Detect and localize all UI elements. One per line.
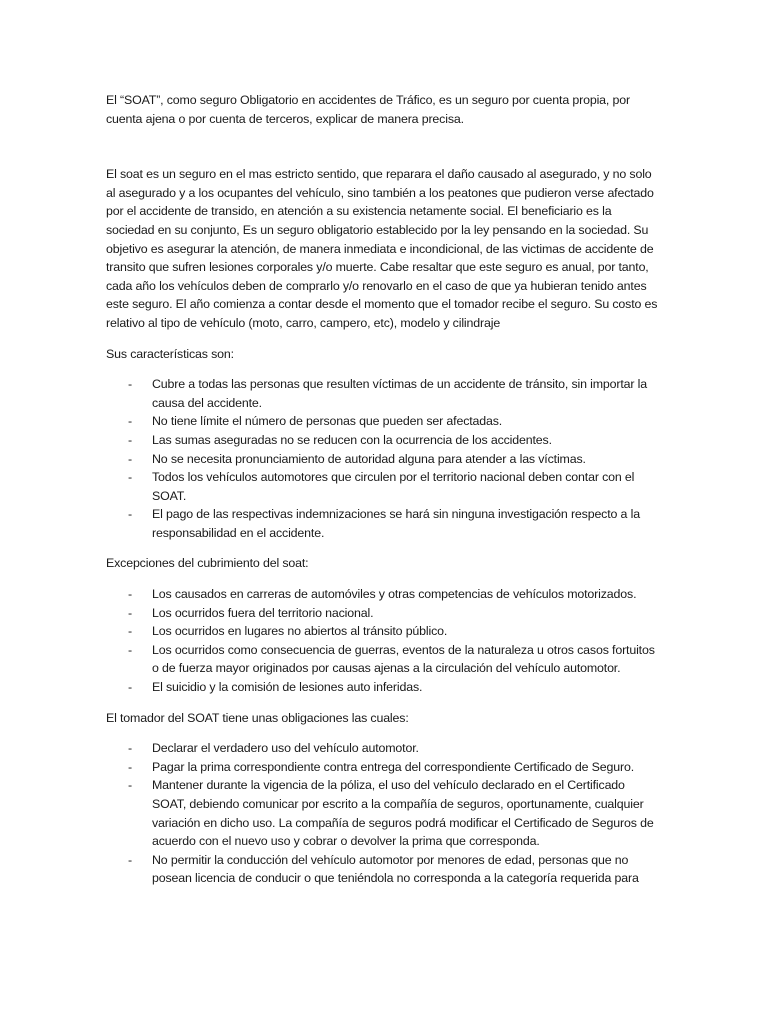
bullet-dash: - [128,624,132,639]
bullet-dash: - [128,432,132,447]
intro-paragraph: El soat es un seguro en el mas estricto sentido, que reparara el daño causado al asegurado, y no solo al asegurado y a los ocupantes del vehículo, sino también a los peatones que pudieron verse afectado por el accidente de transido, en atención a su existencia netamente social. El beneficiario es la sociedad en su conjunto, Es un seguro obligatorio establecido por la ley pensando en la sociedad. Su objetivo es asegurar la atención, de manera inmediata e incondicional, de las victimas de accidente de transito que sufren lesiones corporales y/o muerte. Cabe resaltar que este seguro es anual, por tanto, cada año los vehículos deben de comprarlo y/o renovarlo en el caso de que ya hubieran tenido antes este seguro. El año comienza a contar desde el momento que el tomador recibe el seguro. Su costo es relativo al tipo de vehículo (moto, carro, campero, etc), modelo y cilindraje [106,167,658,330]
bullet-dash: - [128,642,132,657]
list-item [106,505,658,542]
bullet-dash: - [128,759,132,774]
bullet-dash: - [128,778,132,793]
list-item-text: No se necesita pronunciamiento de autoridad alguna para atender a las víctimas. [152,451,586,466]
list-item [106,641,658,678]
obligations-heading: El tomador del SOAT tiene unas obligaciones las cuales: [106,710,409,725]
list-item [106,758,658,777]
list-item-text: Los ocurridos como consecuencia de guerras, eventos de la naturaleza u otros casos fortuitos o de fuerza mayor originados por causas ajenas a la circulación del vehículo automotor. [152,642,655,676]
list-item-text: Cubre a todas las personas que resulten víctimas de un accidente de tránsito, sin importar la causa del accidente. [152,377,648,410]
list-item [106,468,658,505]
bullet-dash: - [128,605,132,620]
list-item [106,851,658,888]
list-item-text: Los ocurridos fuera del territorio nacional. [152,605,374,620]
list-item [106,622,658,641]
bullet-dash: - [128,470,132,485]
obligations-list [106,739,658,888]
list-item-text: Los ocurridos en lugares no abiertos al tránsito público. [152,624,448,639]
bullet-dash: - [128,852,132,867]
list-item [106,375,658,412]
list-item [106,678,658,697]
bullet-dash: - [128,680,132,695]
characteristics-heading: Sus características son: [106,346,234,361]
list-item-text: No tiene límite el número de personas que pueden ser afectadas. [152,414,503,429]
list-item-text: El suicidio y la comisión de lesiones auto inferidas. [152,680,423,695]
list-item-text: No permitir la conducción del vehículo automotor por menores de edad, personas que no posean licencia de conducir o que teniéndola no corresponda a la categoría requerida para [152,852,639,886]
list-item-text: Declarar el verdadero uso del vehículo automotor. [152,741,419,756]
document-page [106,91,658,900]
bullet-dash: - [128,451,132,466]
list-item-text: Las sumas aseguradas no se reducen con la ocurrencia de los accidentes. [152,432,552,447]
bullet-dash: - [128,507,132,522]
list-item-text: Todos los vehículos automotores que circulen por el territorio nacional deben contar con el SOAT. [152,470,635,503]
bullet-dash: - [128,587,132,602]
question-text: El “SOAT”, como seguro Obligatorio en accidentes de Tráfico, es un seguro por cuenta propia, por cuenta ajena o por cuenta de terceros, explicar de manera precisa. [106,93,630,126]
characteristics-list [106,375,658,542]
list-item [106,776,658,850]
bullet-dash: - [128,741,132,756]
list-item-text: Pagar la prima correspondiente contra entrega del correspondiente Certificado de Seguro. [152,759,635,774]
list-item [106,604,658,623]
bullet-dash: - [128,414,132,429]
exceptions-list [106,585,658,697]
list-item [106,412,658,431]
list-item [106,739,658,758]
list-item-text: Los causados en carreras de automóviles y otras competencias de vehículos motorizados. [152,587,637,602]
list-item [106,450,658,469]
list-item-text: Mantener durante la vigencia de la póliza, el uso del vehículo declarado en el Certificado SOAT, debiendo comunicar por escrito a la compañía de seguros, oportunamente, cualquier variación en dicho uso. La compañía de seguros podrá modificar el Certificado de Seguros de acuerdo con el nuevo uso y cobrar o devolver la prima que corresponda. [152,778,654,849]
exceptions-heading: Excepciones del cubrimiento del soat: [106,556,309,571]
list-item [106,431,658,450]
bullet-dash: - [128,377,132,392]
list-item [106,585,658,604]
list-item-text: El pago de las respectivas indemnizaciones se hará sin ninguna investigación respecto a la responsabilidad en el accidente. [152,507,640,540]
